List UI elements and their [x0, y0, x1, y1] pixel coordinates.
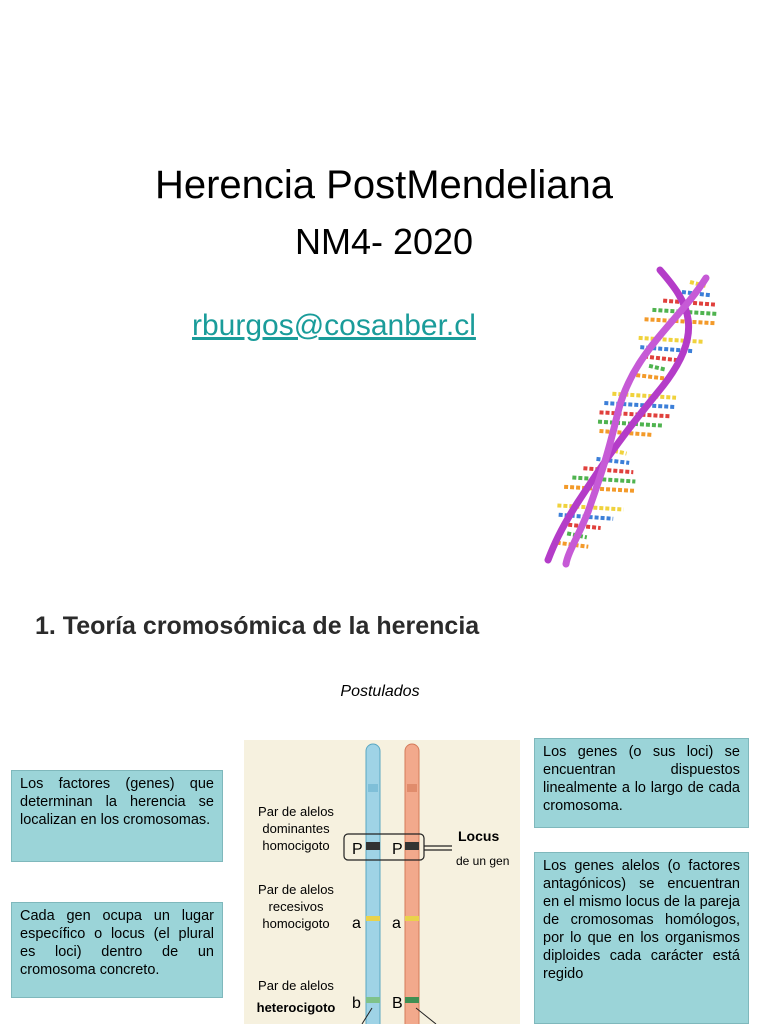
label-hetero-1: Par de alelos	[258, 978, 334, 993]
dna-rung	[639, 338, 704, 342]
label-recessive-3: homocigoto	[262, 916, 330, 931]
postulate-box-genes-location: Los factores (genes) que determinan la herencia se localizan en los cromosomas.	[11, 770, 223, 862]
label-recessive-1: Par de alelos	[258, 882, 334, 897]
content-slide	[0, 580, 768, 1024]
label-dominant-3: homocigoto	[262, 838, 330, 853]
dna-rung	[604, 403, 675, 407]
allele-a-left: a	[352, 915, 361, 932]
allele-a-right: a	[392, 915, 401, 932]
label-recessive-2: recesivos	[268, 899, 324, 914]
band-a-left	[366, 916, 380, 921]
slide-title: Herencia PostMendeliana	[154, 163, 614, 207]
dna-helix-image	[538, 262, 718, 572]
dna-rung	[644, 356, 680, 360]
centromere-left	[368, 784, 378, 792]
allele-b-left: b	[352, 995, 361, 1012]
section-heading: 1. Teoría cromosómica de la herencia	[35, 612, 480, 640]
slide-subtitle: NM4- 2020	[294, 221, 474, 262]
locus-sublabel: de un gen	[456, 854, 510, 868]
allele-B-right: B	[392, 995, 403, 1012]
band-P-left	[366, 842, 380, 850]
label-dominant-2: dominantes	[262, 821, 330, 836]
label-hetero-2: heterocigoto	[256, 1000, 336, 1015]
band-b-left	[366, 997, 380, 1003]
chromosome-diagram	[244, 740, 520, 1024]
email-link[interactable]: rburgos@cosanber.cl	[192, 309, 476, 342]
dna-rung	[572, 478, 635, 482]
allele-P-left: P	[352, 841, 363, 858]
label-dominant-1: Par de alelos	[258, 804, 334, 819]
postulados-label: Postulados	[340, 683, 420, 700]
dna-rung	[640, 329, 711, 333]
postulate-box-locus: Cada gen ocupa un lugar específico o locus (el plural es loci) dentro de un cromosoma concreto.	[11, 902, 223, 998]
band-P-right	[405, 842, 419, 850]
dna-rung	[645, 319, 716, 323]
postulate-box-linear: Los genes (o sus loci) se encuentran dispuestos linealmente a lo largo de cada cromosoma.	[534, 738, 749, 828]
dna-rung	[583, 468, 633, 472]
postulate-box-alleles: Los genes alelos (o factores antagónicos) se encuentran en el mismo locus de la pareja de cromosomas homólogos, por lo que en los organismos diploides cada carácter está regido	[534, 852, 749, 1024]
centromere-right	[407, 784, 417, 792]
dna-rung	[649, 366, 666, 370]
band-B-right	[405, 997, 419, 1003]
allele-P-right: P	[392, 841, 403, 858]
locus-label: Locus	[458, 828, 500, 844]
band-a-right	[405, 916, 419, 921]
